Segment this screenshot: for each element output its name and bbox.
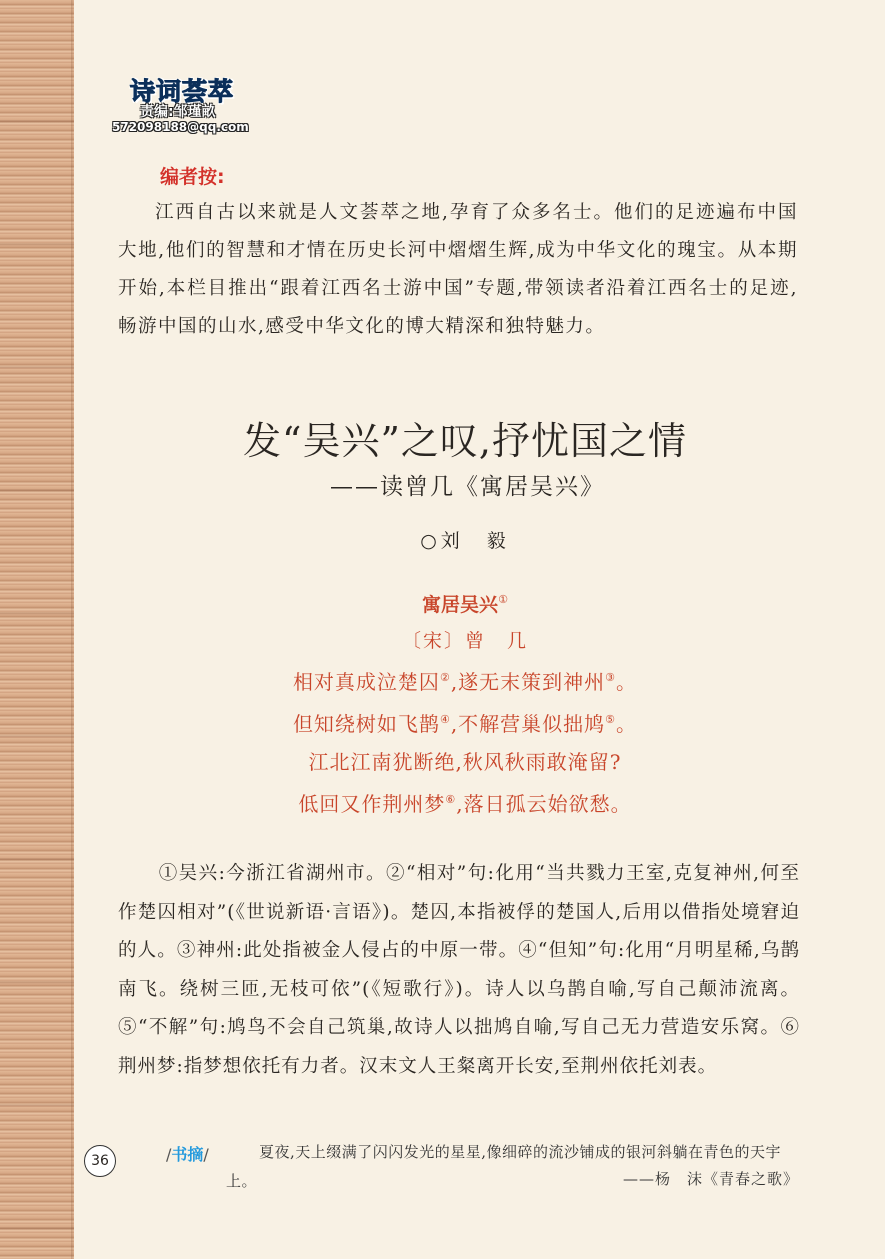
poem-line-text: 但知绕树如飞鹊 <box>292 712 440 736</box>
excerpt-label <box>166 1142 209 1165</box>
poem-title <box>80 590 850 617</box>
excerpt-label-text: 书摘 <box>171 1145 204 1164</box>
excerpt-source: ——杨 沫《青春之歌》 <box>622 1170 799 1188</box>
poem-title-text: 寓居吴兴 <box>422 594 499 616</box>
poem-line-text: ,落日孤云始欲愁 <box>456 792 611 816</box>
column-title: 诗词荟萃 <box>130 77 235 106</box>
editor-note-label: 编者按: <box>160 166 225 188</box>
slash-decoration: / <box>203 1145 209 1164</box>
poem-line-note: ② <box>439 671 451 684</box>
poem-line-3 <box>80 743 850 781</box>
editor-note-text: 江西自古以来就是人文荟萃之地,孕育了众多名士。他们的足迹遍布中国大地,他们的智慧和才情在历史长河中熠熠生辉,成为中华文化的瑰宝。从本期开始,本栏目推出“跟着江西名士游中国”专题,带领读者沿着江西名士的足迹,畅游中国的山水,感受中华文化的博大精深和独特魅力。 <box>118 202 798 337</box>
poem-line-note: ⑥ <box>445 793 457 806</box>
poem-line-2 <box>80 701 850 743</box>
column-logo <box>112 72 262 142</box>
page-number: 36 <box>84 1145 116 1177</box>
poem-poet: 〔宋〕曾 几 <box>401 630 528 652</box>
excerpt-text: 夏夜,天上缀满了闪闪发光的星星,像细碎的流沙铺成的银河斜躺在青色的天宇上。 <box>226 1143 782 1190</box>
footnotes: ①吴兴:今浙江省湖州市。②“相对”句:化用“当共戮力王室,克复神州,何至作楚囚相对”(《世说新语·言语》)。楚囚,本指被俘的楚国人,后用以借指处境窘迫的人。③神州:此处指被金人侵占的中原一带。④“但知”句:化用“月明星稀,乌鹊南飞。绕树三匝,无枝可依”(《短歌行》)。诗人以乌鹊自喻,写自己颠沛流离。⑤“不解”句:鸠鸟不会自己筑巢,故诗人以拙鸠自喻,写自己无力营造安乐窝。⑥荆州梦:指梦想依托有力者。汉末文人王粲离开长安,至荆州依托刘表。 <box>118 863 800 1077</box>
poem-line-punct: 。 <box>610 792 632 816</box>
poem-line-punct: 。 <box>616 712 638 736</box>
poem-line-note: ③ <box>605 671 617 684</box>
poem-line-4 <box>80 781 850 823</box>
article-subtitle: ——读曾几《寓居吴兴》 <box>330 474 605 500</box>
article-title: 发“吴兴”之叹,抒忧国之情 <box>243 419 687 463</box>
poem-line-text: 江北江南犹断绝,秋风秋雨敢淹留? <box>308 750 622 774</box>
poem-line-text: ,不解营巢似拙鸠 <box>450 712 606 736</box>
poem-body <box>80 659 850 823</box>
poem-line-note: ④ <box>439 713 451 726</box>
poem-line-text: ,遂无末策到神州 <box>450 670 606 694</box>
poem-line-note: ⑤ <box>605 713 617 726</box>
poem-line-punct: 。 <box>616 670 638 694</box>
column-editor: 责编:邹瑾畝 <box>140 104 216 120</box>
editor-email: 572098188@qq.com <box>112 120 249 134</box>
poem-line-text: 相对真成泣楚囚 <box>292 670 440 694</box>
poem-line-text: 低回又作荆州梦 <box>298 792 446 816</box>
article-author: ○刘 毅 <box>420 530 510 552</box>
bamboo-border <box>0 0 74 1259</box>
slash-decoration: / <box>166 1145 172 1164</box>
poem-title-note: ① <box>498 593 508 606</box>
poem-line-1 <box>80 659 850 701</box>
